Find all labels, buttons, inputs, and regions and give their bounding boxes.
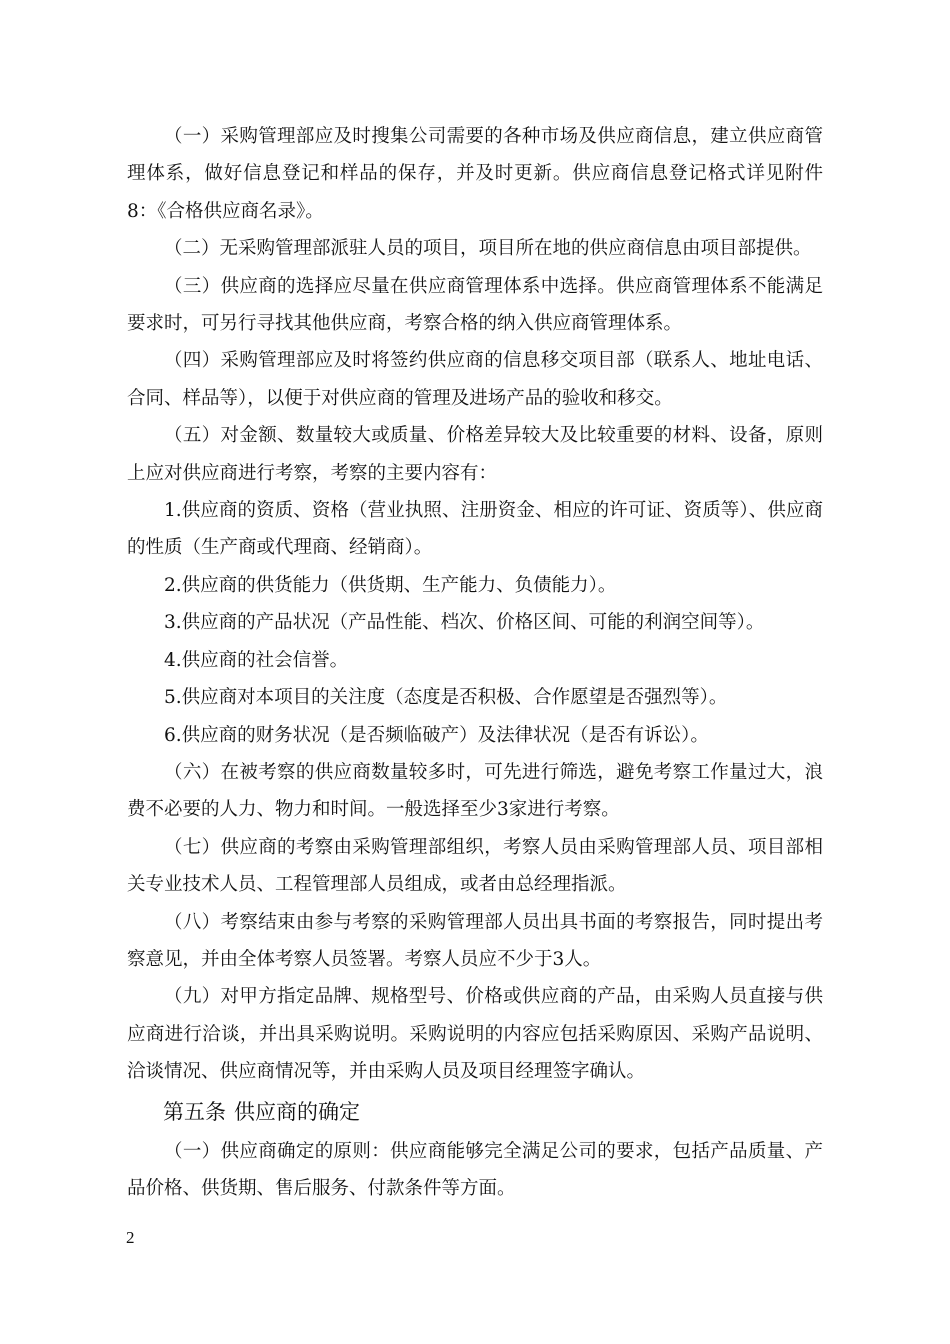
- list-item-3: 3.供应商的产品状况（产品性能、档次、价格区间、可能的利润空间等）。: [164, 612, 765, 634]
- paragraph-1: （一）采购管理部应及时搜集公司需要的各种市场及供应商信息，建立供应商管理体系，做好信息登记和样品的保存，并及时更新。供应商信息登记格式详见附件8：《合格供应商名录》。: [127, 126, 823, 222]
- paragraph-8: （八）考察结束由参与考察的采购管理部人员出具书面的考察报告，同时提出考察意见，并由全体考察人员签署。考察人员应不少于3人。: [127, 911, 823, 970]
- list-item-1: 1.供应商的资质、资格（营业执照、注册资金、相应的许可证、资质等）、供应商的性质（生产商或代理商、经销商）。: [127, 500, 823, 559]
- paragraph-4: （四）采购管理部应及时将签约供应商的信息移交项目部（联系人、地址电话、合同、样品等），以便于对供应商的管理及进场产品的验收和移交。: [127, 350, 823, 409]
- paragraph-7: （七）供应商的考察由采购管理部组织，考察人员由采购管理部人员、项目部相关专业技术人员、工程管理部人员组成，或者由总经理指派。: [127, 836, 823, 896]
- paragraph-10: （一）供应商确定的原则：供应商能够完全满足公司的要求，包括产品质量、产品价格、供货期、售后服务、付款条件等方面。: [127, 1140, 823, 1199]
- list-item-5: 5.供应商对本项目的关注度（态度是否积极、合作愿望是否强烈等）。: [164, 687, 728, 709]
- paragraph-2: （二）无采购管理部派驻人员的项目，项目所在地的供应商信息由项目部提供。: [164, 238, 812, 260]
- list-item-6: 6.供应商的财务状况（是否频临破产）及法律状况（是否有诉讼）。: [164, 724, 709, 746]
- paragraph-9: （九）对甲方指定品牌、规格型号、价格或供应商的产品，由采购人员直接与供应商进行洽谈，并出具采购说明。采购说明的内容应包括采购原因、采购产品说明、洽谈情况、供应商情况等，并由采购人员及项目经理签字确认。: [127, 986, 823, 1083]
- list-item-2: 2.供应商的供货能力（供货期、生产能力、负债能力）。: [164, 574, 617, 596]
- list-item-4: 4.供应商的社会信誉。: [164, 649, 349, 671]
- section-heading-article: 第五条: [163, 1099, 226, 1124]
- paragraph-5: （五）对金额、数量较大或质量、价格差异较大及比较重要的材料、设备，原则上应对供应商进行考察，考察的主要内容有：: [127, 425, 823, 484]
- page-number: 2: [126, 1228, 135, 1247]
- paragraph-3: （三）供应商的选择应尽量在供应商管理体系中选择。供应商管理体系不能满足要求时，可另行寻找其他供应商，考察合格的纳入供应商管理体系。: [127, 275, 823, 335]
- section-heading: [127, 1091, 823, 1133]
- section-heading-title: 供应商的确定: [234, 1099, 360, 1124]
- document-body: [127, 118, 823, 1207]
- paragraph-6: （六）在被考察的供应商数量较多时，可先进行筛选，避免考察工作量过大，浪费不必要的人力、物力和时间。一般选择至少3家进行考察。: [127, 761, 823, 821]
